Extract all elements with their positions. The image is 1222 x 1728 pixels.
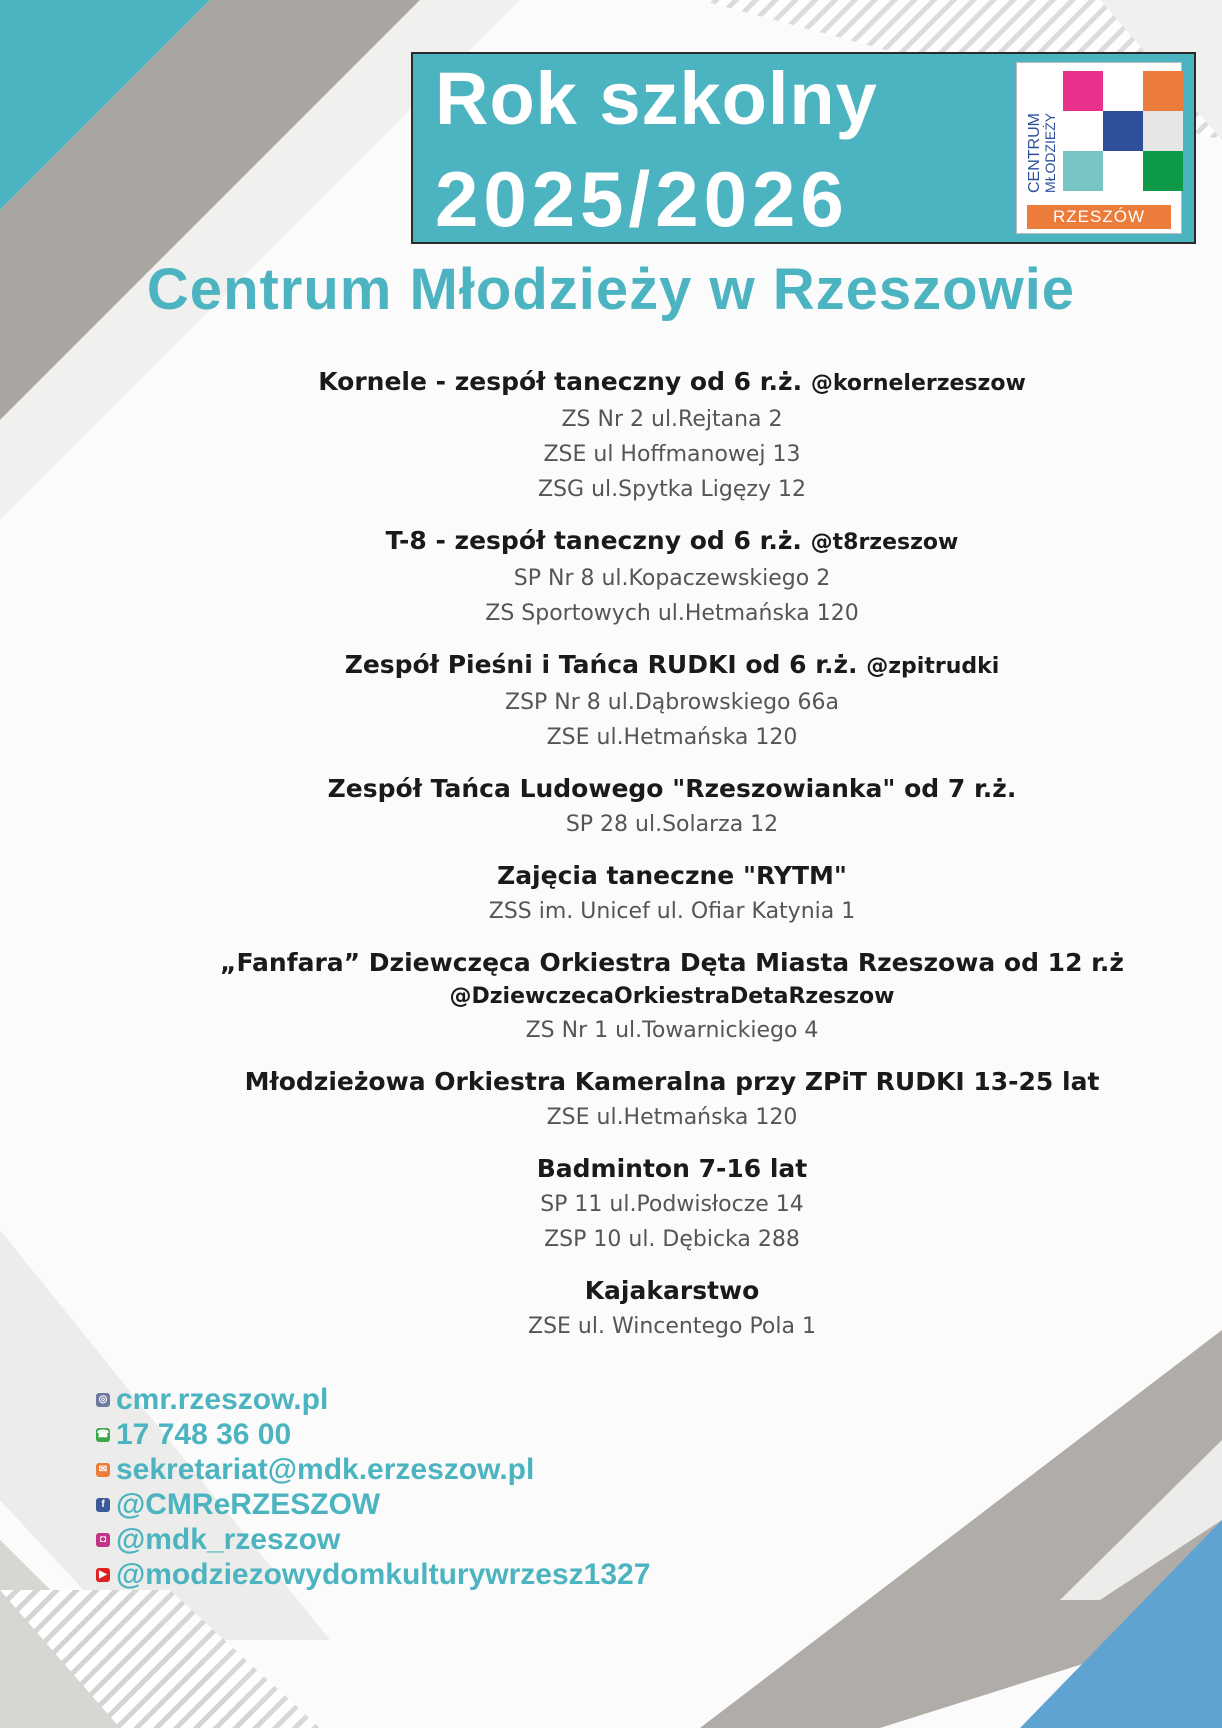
program-list: [150, 364, 1194, 1360]
header-line-2: 2025/2026: [435, 155, 849, 243]
program-location: SP 28 ul.Solarza 12: [565, 812, 779, 837]
contact-item[interactable]: [96, 1487, 650, 1522]
program-location: SP 11 ul.Podwisłocze 14: [540, 1192, 804, 1217]
program-title-text: Kajakarstwo: [584, 1276, 760, 1305]
program-title: [150, 364, 1194, 402]
contact-item[interactable]: [96, 1417, 650, 1452]
program-item: [150, 771, 1194, 842]
program-title-text: T-8 - zespół taneczny od 6 r.ż.: [385, 526, 802, 555]
program-location: ZSE ul Hoffmanowej 13: [543, 442, 801, 467]
program-title-text: Badminton 7-16 lat: [536, 1154, 808, 1183]
program-title-text: Zespół Tańca Ludowego "Rzeszowianka" od 7 r.ż.: [327, 774, 1017, 803]
logo-vertical-text: [1017, 75, 1061, 195]
header-banner: [411, 52, 1196, 244]
program-item: [150, 523, 1194, 631]
program-title-text: Zajęcia taneczne "RYTM": [497, 861, 847, 890]
logo-square-grey: [1143, 111, 1183, 151]
contact-text[interactable]: @CMReRZESZOW: [116, 1487, 381, 1521]
facebook-icon: f: [96, 1498, 110, 1512]
contact-text[interactable]: sekretariat@mdk.erzeszow.pl: [116, 1452, 535, 1486]
program-title: [150, 1064, 1194, 1100]
instagram-icon: ◘: [96, 1533, 110, 1547]
social-handle[interactable]: @kornelerzeszow: [810, 371, 1026, 396]
program-location: SP Nr 8 ul.Kopaczewskiego 2: [513, 566, 831, 591]
logo-square-orange: [1143, 71, 1183, 111]
logo-line-1: CENTRUM: [1026, 113, 1043, 193]
logo-line-2: MŁODZIEŻY: [1042, 112, 1058, 193]
contact-text[interactable]: 17 748 36 00: [116, 1417, 292, 1451]
social-handle[interactable]: @zpitrudki: [866, 654, 1000, 679]
program-title-text: „Fanfara” Dziewczęca Orkiestra Dęta Miasta Rzeszowa od 12 r.ż: [220, 948, 1124, 977]
phone-icon: ☎: [96, 1428, 110, 1440]
program-title: [150, 858, 1194, 894]
contact-item[interactable]: [96, 1522, 650, 1557]
program-item: [150, 945, 1194, 1048]
program-item: [150, 364, 1194, 507]
program-title-text: Młodzieżowa Orkiestra Kameralna przy ZPiT RUDKI 13-25 lat: [244, 1067, 1100, 1096]
program-location: ZS Nr 2 ul.Rejtana 2: [561, 407, 783, 432]
program-location: ZSE ul.Hetmańska 120: [546, 1105, 798, 1130]
mail-icon: ✉: [96, 1463, 110, 1477]
header-line-1: Rok szkolny: [435, 57, 878, 140]
program-title: [150, 523, 1194, 561]
logo-square-teal: [1063, 151, 1103, 191]
logo: [1016, 62, 1182, 234]
program-item: [150, 1064, 1194, 1135]
program-item: [150, 647, 1194, 755]
program-title-text: Kornele - zespół taneczny od 6 r.ż.: [318, 367, 803, 396]
program-title: [150, 945, 1194, 981]
program-item: [150, 1273, 1194, 1344]
contact-item[interactable]: [96, 1557, 650, 1592]
program-location: ZSP 10 ul. Dębicka 288: [544, 1227, 800, 1252]
logo-square-navy: [1103, 111, 1143, 151]
program-location: ZSS im. Unicef ul. Ofiar Katynia 1: [488, 899, 856, 924]
contact-item[interactable]: [96, 1382, 650, 1417]
logo-square-pink: [1063, 71, 1103, 111]
contact-list: [96, 1382, 650, 1592]
program-location: ZS Nr 1 ul.Towarnickiego 4: [525, 1018, 819, 1043]
program-location: ZSE ul. Wincentego Pola 1: [528, 1314, 816, 1339]
program-title: [150, 647, 1194, 685]
logo-city-label: RZESZÓW: [1027, 205, 1171, 229]
page-title: Centrum Młodzieży w Rzeszowie: [146, 257, 1076, 322]
program-title: [150, 1273, 1194, 1309]
contact-item[interactable]: [96, 1452, 650, 1487]
program-location: ZSE ul.Hetmańska 120: [546, 725, 798, 750]
contact-text[interactable]: @mdk_rzeszow: [116, 1522, 341, 1556]
youtube-icon: ▶: [96, 1568, 110, 1582]
program-title: [150, 1151, 1194, 1187]
program-location: ZS Sportowych ul.Hetmańska 120: [485, 601, 859, 626]
social-handle[interactable]: @DziewczecaOrkiestraDetaRzeszow: [449, 984, 895, 1009]
social-handle[interactable]: @t8rzeszow: [810, 530, 959, 555]
program-location: ZSG ul.Spytka Ligęzy 12: [538, 477, 806, 502]
contact-text[interactable]: @modziezowydomkulturywrzesz1327: [116, 1557, 651, 1591]
program-item: [150, 1151, 1194, 1257]
program-title-text: Zespół Pieśni i Tańca RUDKI od 6 r.ż.: [344, 650, 858, 679]
globe-icon: ◎: [96, 1393, 110, 1407]
logo-square-green: [1143, 151, 1183, 191]
program-item: [150, 858, 1194, 929]
program-title: [150, 771, 1194, 807]
program-location: ZSP Nr 8 ul.Dąbrowskiego 66a: [505, 690, 839, 715]
contact-text[interactable]: cmr.rzeszow.pl: [116, 1382, 329, 1416]
